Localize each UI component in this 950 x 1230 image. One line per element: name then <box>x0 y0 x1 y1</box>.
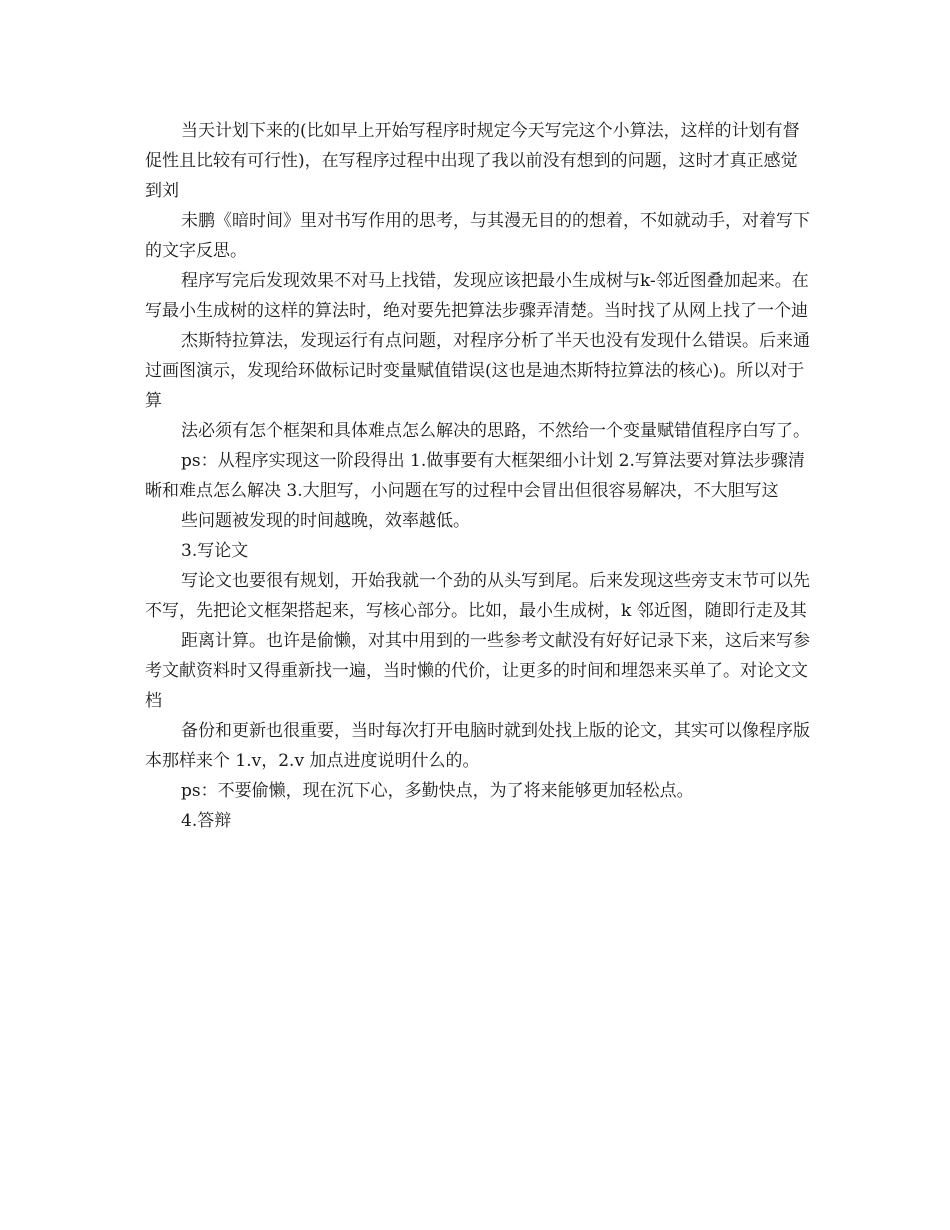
paragraph-problems-found-late: 些问题被发现的时间越晚，效率越低。 <box>181 511 470 531</box>
document-body <box>145 116 813 836</box>
paragraph-ps-programming-lessons: ps：从程序实现这一阶段得出 1.做事要有大框架细小计划 2.写算法要对算法步骤清晰和难点怎么解决 3.大胆写，小问题在写的过程中会冒出但很容易解决，不大胆写这 <box>145 451 805 501</box>
section-heading-defense: 4.答辩 <box>181 811 232 831</box>
paragraph-backup-versioning: 备份和更新也很重要，当时每次打开电脑时就到处找上版的论文，其实可以像程序版本那样来个 1.v，2.v 加点进度说明什么的。 <box>145 721 810 771</box>
paragraph-references-laziness: 距离计算。也许是偷懒，对其中用到的一些参考文献没有好好记录下来，这后来写参考文献资料时又得重新找一遍，当时懒的代价，让更多的时间和埋怨来买单了。对论文文档 <box>145 631 810 711</box>
section-heading-write-paper: 3.写论文 <box>181 541 249 561</box>
paragraph-plan-and-problems: 当天计划下来的(比如早上开始写程序时规定今天写完这个小算法，这样的计划有督促性且比较有可行性)，在写程序过程中出现了我以前没有想到的问题，这时才真正感觉到刘 <box>145 121 800 201</box>
paragraph-dijkstra-algorithm: 杰斯特拉算法，发现运行有点问题，对程序分析了半天也没有发现什么错误。后来通过画图演示，发现给环做标记时变量赋值错误(这也是迪杰斯特拉算法的核心)。所以对于算 <box>145 331 810 411</box>
paragraph-ps-no-laziness: ps：不要偷懒，现在沉下心，多勤快点，为了将来能够更加轻松点。 <box>181 781 694 801</box>
paragraph-paper-planning: 写论文也要很有规划，开始我就一个劲的从头写到尾。后来发现这些旁支末节可以先不写，先把论文框架搭起来，写核心部分。比如，最小生成树，k 邻近图，随即行走及其 <box>145 571 810 621</box>
paragraph-algorithm-framework: 法必须有怎个框架和具体难点怎么解决的思路，不然给一个变量赋错值程序白写了。 <box>181 421 810 441</box>
paragraph-debugging-mst: 程序写完后发现效果不对马上找错，发现应该把最小生成树与k-邻近图叠加起来。在写最小生成树的这样的算法时，绝对要先把算法步骤弄清楚。当时找了从网上找了一个迪 <box>145 271 809 321</box>
paragraph-dark-time-reflection: 未鹏《暗时间》里对书写作用的思考，与其漫无目的的想着，不如就动手，对着写下的文字反思。 <box>145 211 810 261</box>
